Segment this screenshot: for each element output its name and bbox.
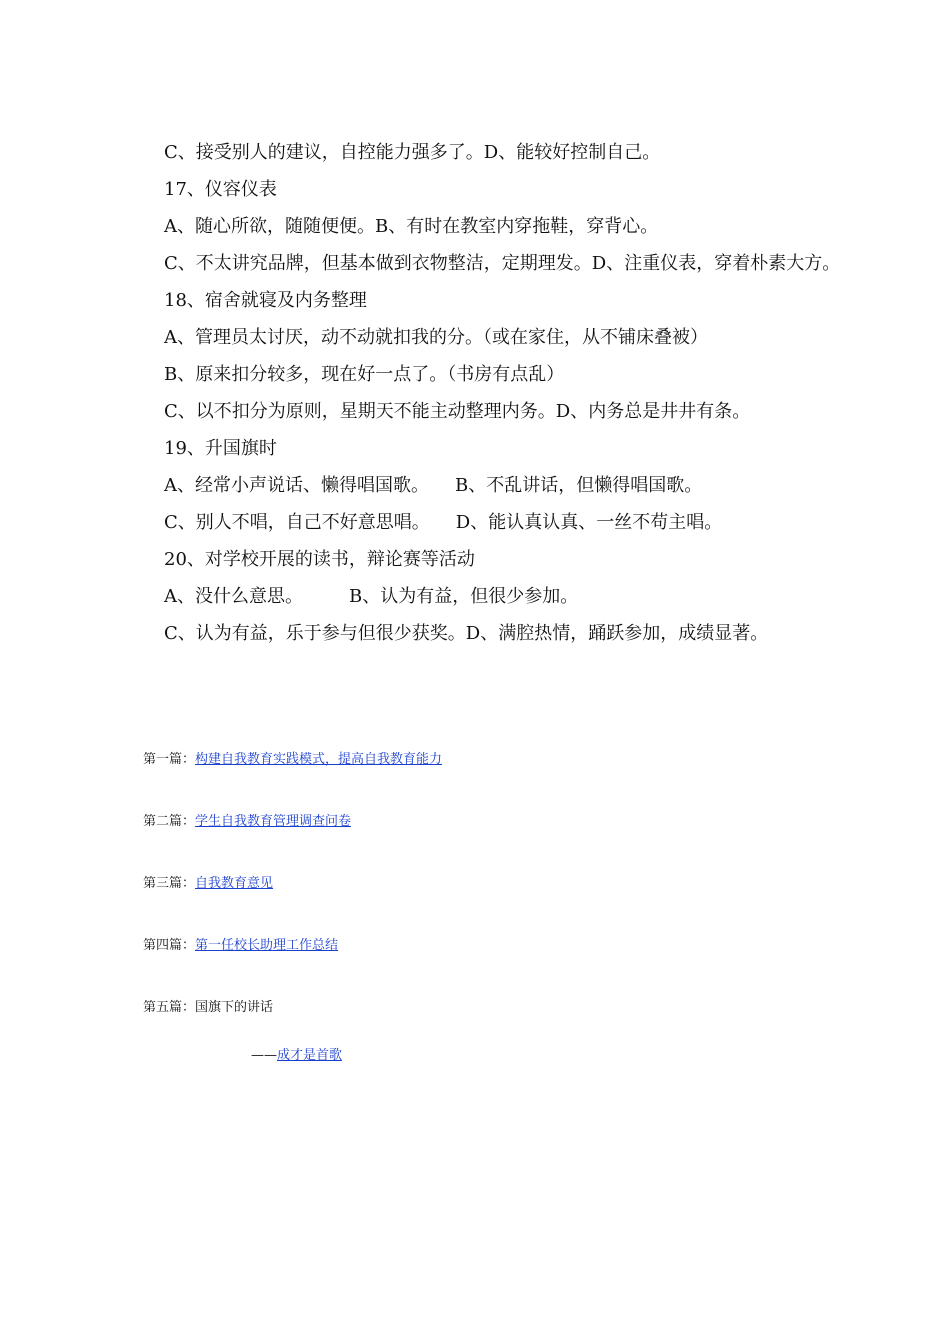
answer-text: C、认为有益，乐于参与但很少获奖。D、满腔热情，踊跃参加，成绩显著。 (164, 623, 769, 644)
answer-text: D、能认真认真、一丝不苟主唱。 (455, 512, 723, 533)
question-text: 17、仪容仪表 (164, 179, 277, 200)
answer-text: B、原来扣分较多，现在好一点了。（书房有点乱） (164, 364, 565, 385)
article-link-1[interactable]: 构建自我教育实践模式，提高自我教育能力 (195, 752, 443, 767)
article-label: 第五篇：国旗下的讲话 (143, 1000, 274, 1015)
answer-line-20ab (164, 578, 904, 615)
answer-text: A、管理员太讨厌，动不动就扣我的分。（或在家住，从不铺床叠被） (164, 327, 708, 348)
answer-line-19ab (164, 467, 904, 504)
article-label: 第三篇： (143, 876, 196, 891)
answer-line-18cd (164, 393, 904, 430)
question-19-title (164, 430, 904, 467)
answer-text: A、经常小声说话、懒得唱国歌。 (164, 475, 429, 496)
question-text: 18、宿舍就寝及内务整理 (164, 290, 367, 311)
related-articles-list (143, 750, 843, 1063)
answer-text: C、接受别人的建议，自控能力强多了。D、能较好控制自己。 (164, 142, 661, 163)
answer-line-17cd (164, 245, 904, 282)
dash-prefix: —— (251, 1048, 277, 1063)
article-link-4[interactable]: 第一任校长助理工作总结 (195, 938, 339, 953)
article-item-3 (143, 874, 843, 936)
question-text: 20、对学校开展的读书，辩论赛等活动 (164, 549, 475, 570)
question-17-title (164, 171, 904, 208)
answer-text: C、以不扣分为原则，星期天不能主动整理内务。D、内务总是井井有条。 (164, 401, 751, 422)
article-item-5-subtitle (251, 1046, 342, 1066)
article-item-4 (143, 936, 843, 998)
answer-text: A、没什么意思。 (164, 586, 303, 607)
article-label: 第四篇： (143, 938, 196, 953)
answer-line-19cd (164, 504, 904, 541)
answer-line-17ab (164, 208, 904, 245)
answer-text: B、认为有益，但很少参加。 (349, 586, 579, 607)
questionnaire-section (164, 134, 904, 652)
answer-line-16c (164, 134, 904, 171)
answer-text: C、别人不唱，自己不好意思唱。 (164, 512, 430, 533)
article-label: 第二篇： (143, 814, 196, 829)
answer-line-18a (164, 319, 904, 356)
article-item-2 (143, 812, 843, 874)
answer-line-18b (164, 356, 904, 393)
answer-text: A、随心所欲，随随便便。B、有时在教室内穿拖鞋，穿背心。 (164, 216, 659, 237)
article-link-2[interactable]: 学生自我教育管理调查问卷 (195, 814, 352, 829)
article-link-3[interactable]: 自我教育意见 (195, 876, 274, 891)
question-text: 19、升国旗时 (164, 438, 277, 459)
article-label: 第一篇： (143, 752, 196, 767)
answer-text: B、不乱讲话，但懒得唱国歌。 (455, 475, 703, 496)
question-20-title (164, 541, 904, 578)
article-item-1 (143, 750, 843, 812)
article-item-5 (143, 998, 843, 1060)
answer-text: C、不太讲究品牌，但基本做到衣物整洁，定期理发。D、注重仪表，穿着朴素大方。 (164, 253, 841, 274)
question-18-title (164, 282, 904, 319)
answer-line-20cd (164, 615, 904, 652)
article-link-5[interactable]: 成才是首歌 (277, 1048, 343, 1063)
